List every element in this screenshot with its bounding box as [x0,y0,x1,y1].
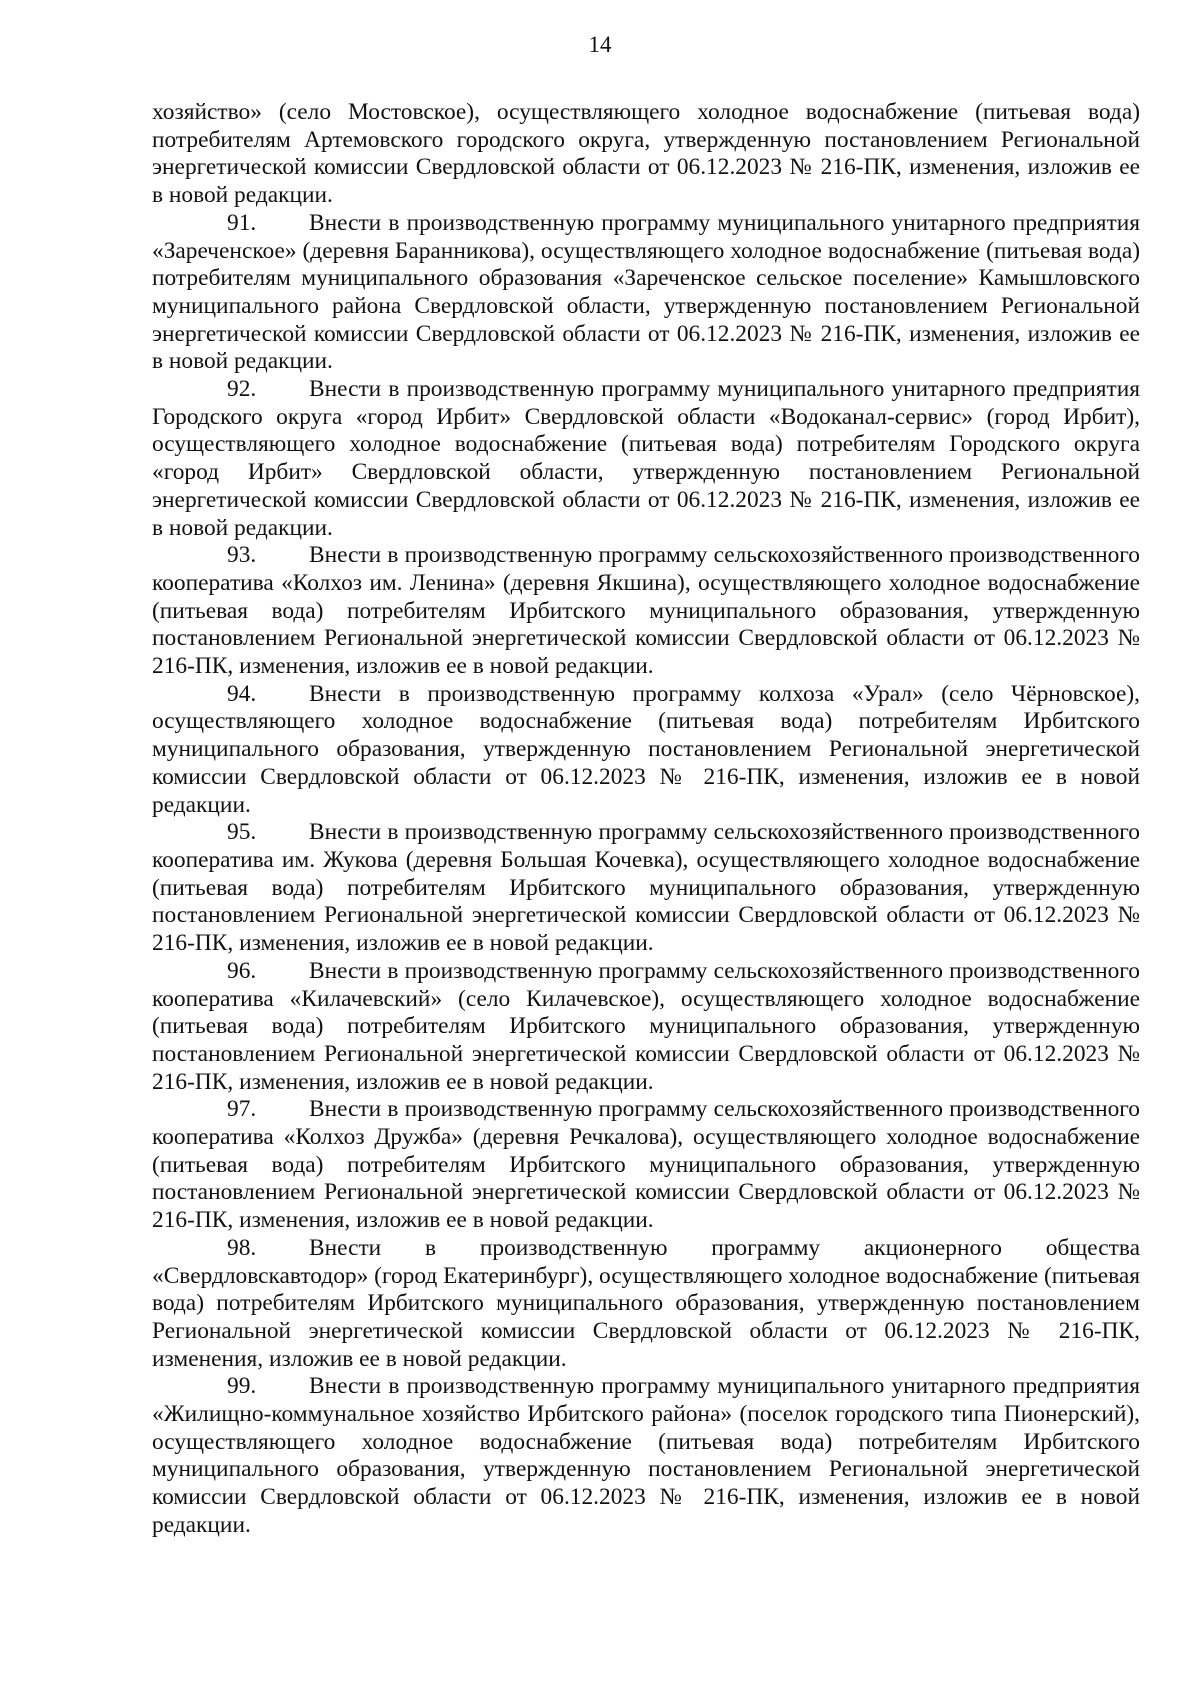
paragraph-number: 97. [227,1096,257,1123]
paragraph-text: Внести в производственную программу сельскохозяйственного производственного кооператива «Колхоз им. Ленина» (деревня Якшина), осуществляющего холодное водоснабжение (питьевая вода) потребителям Ирбитского муниципального образования, утвержденную постановлением Региональной энергетической комиссии Свердловской области от 06.12.2023 № 216-ПК, изменения, изложив ее в новой редакции. [152,542,1140,680]
paragraph-text: Внести в производственную программу муниципального унитарного предприятия «Жилищно-коммунальное хозяйство Ирбитского района» (поселок городского типа Пионерский), осуществляющего холодное водоснабжение (питьевая вода) потребителям Ирбитского муниципального образования, утвержденную постановлением Региональной энергетической комиссии Свердловской области от 06.12.2023 № 216-ПК, изменения, изложив ее в новой редакции. [152,1373,1140,1538]
continuation-paragraph: хозяйство» (село Мостовское), осуществляющего холодное водоснабжение (питьевая вода) потребителям Артемовского городского округа, утвержденную постановлением Региональной энергетической комиссии Свердловской области от 06.12.2023 № 216-ПК, изменения, изложив ее в новой редакции. [152,99,1140,209]
paragraph-text: Внести в производственную программу сельскохозяйственного производственного кооператива «Килачевский» (село Килачевское), осуществляющего холодное водоснабжение (питьевая вода) потребителям Ирбитского муниципального образования, утвержденную постановлением Региональной энергетической комиссии Свердловской области от 06.12.2023 № 216-ПК, изменения, изложив ее в новой редакции. [152,957,1140,1095]
paragraph-number: 92. [227,376,257,403]
paragraph-95 [152,819,1140,958]
paragraph-94 [152,681,1140,820]
document-body [152,99,1140,1540]
paragraph-92 [152,376,1140,542]
paragraph-number: 96. [227,957,257,984]
paragraph-96 [152,958,1140,1097]
paragraph-number: 98. [227,1234,257,1261]
paragraph-text: Внести в производственную программу сельскохозяйственного производственного кооператива им. Жукова (деревня Большая Кочевка), осуществляющего холодное водоснабжение (питьевая вода) потребителям Ирбитского муниципального образования, утвержденную постановлением Региональной энергетической комиссии Свердловской области от 06.12.2023 № 216-ПК, изменения, изложив ее в новой редакции. [152,819,1140,957]
paragraph-99 [152,1373,1140,1539]
paragraph-text: Внести в производственную программу сельскохозяйственного производственного кооператива «Колхоз Дружба» (деревня Речкалова), осуществляющего холодное водоснабжение (питьевая вода) потребителям Ирбитского муниципального образования, утвержденную постановлением Региональной энергетической комиссии Свердловской области от 06.12.2023 № 216-ПК, изменения, изложив ее в новой редакции. [152,1096,1140,1234]
paragraph-number: 93. [227,542,257,569]
paragraph-91 [152,210,1140,376]
paragraph-text: Внести в производственную программу муниципального унитарного предприятия Городского округа «город Ирбит» Свердловской области «Водоканал-сервис» (город Ирбит), осуществляющего холодное водоснабжение (питьевая вода) потребителям Городского округа «город Ирбит» Свердловской области, утвержденную постановлением Региональной энергетической комиссии Свердловской области от 06.12.2023 № 216-ПК, изменения, изложив ее в новой редакции. [152,376,1140,541]
paragraph-number: 94. [227,680,257,707]
paragraph-93 [152,542,1140,681]
paragraph-text: Внести в производственную программу колхоза «Урал» (село Чёрновское), осуществляющего холодное водоснабжение (питьевая вода) потребителям Ирбитского муниципального образования, утвержденную постановлением Региональной энергетической комиссии Свердловской области от 06.12.2023 № 216-ПК, изменения, изложив ее в новой редакции. [152,680,1140,818]
paragraph-text: Внести в производственную программу муниципального унитарного предприятия «Зареченское» (деревня Баранникова), осуществляющего холодное водоснабжение (питьевая вода) потребителям муниципального образования «Зареченское сельское поселение» Камышловского муниципального района Свердловской области, утвержденную постановлением Региональной энергетической комиссии Свердловской области от 06.12.2023 № 216-ПК, изменения, изложив ее в новой редакции. [152,209,1140,375]
paragraph-98 [152,1235,1140,1374]
paragraph-number: 99. [227,1373,257,1400]
paragraph-number: 91. [227,209,257,236]
paragraph-97 [152,1096,1140,1235]
paragraph-text: Внести в производственную программу акционерного общества «Свердловскавтодор» (город Екатеринбург), осуществляющего холодное водоснабжение (питьевая вода) потребителям Ирбитского муниципального образования, утвержденную постановлением Региональной энергетической комиссии Свердловской области от 06.12.2023 № 216-ПК, изменения, изложив ее в новой редакции. [152,1234,1140,1372]
page-number: 14 [588,32,612,57]
paragraph-number: 95. [227,819,257,846]
